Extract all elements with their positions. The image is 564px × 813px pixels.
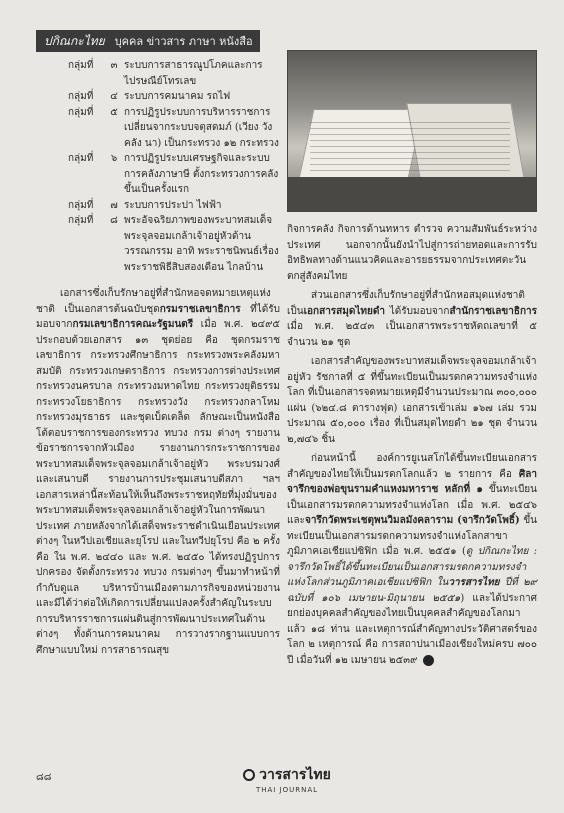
logo-subtitle: THAI JOURNAL [255, 786, 319, 794]
list-item [68, 105, 280, 152]
text-run: เมื่อ พ.ศ. ๒๕๔๓ เป็นเอกสารพระราชหัตถเลขาที่ ๕ จำนวน ๒๑ ชุด [287, 321, 537, 348]
paragraph [36, 286, 280, 658]
page-number: ๘๘ [36, 772, 52, 783]
text-run-bold: กรมราชเลขาธิการ [159, 303, 241, 315]
text-run: ได้รับมอบจาก [384, 305, 450, 317]
text-run-bold: สำนักราชเลขาธิการ [449, 305, 537, 317]
text-run-bold: เอกสารสมุดไทยดำ [303, 305, 385, 317]
group-text: ระบบการสาธารณูปโภคและการไปรษณีย์โทรเลข [124, 60, 263, 87]
group-number: ๔ [110, 91, 118, 102]
group-label: กลุ่มที่ [68, 106, 94, 118]
paragraph: กิจการคลัง กิจการด้านทหาร ตำรวจ ความสัมพันธ์ระหว่างประเทศ นอกจากนั้นยังนำไปสู่การถ่ายทอดและการรับอิทธิพลทางด้านแนวคิดและอารยธรรมจากประเทศตะวันตกสู่สังคมไทย [287, 224, 537, 282]
left-column-body [36, 286, 280, 662]
logo-mark-icon [243, 769, 255, 781]
text-run: ส่วนเอกสารซึ่งเก็บรักษาอยู่ที่สำนักหอสมุดแห่งชาติ เป็น [287, 290, 525, 317]
group-label: กลุ่มที่ [68, 199, 94, 211]
text-run-bold: จารึกวัดพระเชตุพนวิมลมังคลาราม (จารึกวัดโพธิ์) [304, 515, 520, 526]
table-edge [288, 177, 536, 211]
text-run: ขึ้นทะเบียนเป็นเอกสารมรดกความทรงจำแห่งโลก เมื่อ พ.ศ. ๒๕๔๖ และ [287, 484, 537, 526]
paragraph: เอกสารสำคัญของพระบาทสมเด็จพระจุลจอมเกล้าเจ้าอยู่หัว รัชกาลที่ ๕ ที่ขึ้นทะเบียนเป็นมรดกความทรงจำแห่งโลก ที่เป็นเอกสารจดหมายเหตุมีจำนวนประมาณ ๓๐๐,๐๐๐ แผ่น (๖๒๔.๘ ตารางฟุต) เอกสารเข้าเล่ม ๑๖๗ เล่ม รวมประมาณ ๕๐,๐๐๐ เรื่อง ที่เป็นสมุดไทยดำ ๒๑ ชุด จำนวน ๒,๗๔๖ ชิ้น [287, 356, 537, 445]
text-run-bold: กรมเลขาธิการคณะรัฐมนตรี [72, 319, 194, 330]
group-label: กลุ่มที่ [68, 153, 94, 164]
list-item [68, 151, 280, 198]
text-run: ที่ได้รับมอบจาก [36, 303, 280, 330]
archive-book-photo [287, 50, 537, 212]
group-text: ระบบการประปา ไฟฟ้า [124, 199, 222, 211]
group-text: การปฏิรูประบบเศรษฐกิจและระบบการคลังภาษาษี ตั้งกระทรวงการคลังขึ้นเป็นครั้งแรก [124, 153, 279, 195]
list-item [68, 213, 280, 275]
text-run: ขึ้นทะเบียนเป็นเอกสารมรดกความทรงจำแห่งโลกสาขาภูมิภาคเอเชียแปซิฟิก เมื่อ พ.ศ. ๒๕๕๑ ( [287, 515, 537, 557]
group-number: ๗ [110, 199, 118, 211]
group-text: ระบบการคมนาคม รถไฟ [124, 91, 231, 102]
logo-text: วารสารไทย [259, 767, 331, 783]
text-run: ก่อนหน้านี้ องค์การยูเนสโกได้ขึ้นทะเบียนเอกสารสำคัญของไทยให้เป็นมรดกโลกแล้ว ๒ รายการ คือ [287, 453, 537, 480]
list-item [68, 198, 280, 214]
book-text-lines [310, 117, 510, 173]
section-categories: บุคคล ข่าวสาร ภาษา หนังสือ [114, 35, 253, 48]
text-run-bold-italic: วารสารไทย [448, 577, 500, 588]
group-label: กลุ่มที่ [68, 215, 94, 226]
journal-logo [232, 764, 342, 794]
list-item [68, 89, 280, 105]
text-run-bold: ศิลาจารึกของพ่อขุนรามคำแหงมหาราช หลักที่ ๑ [287, 468, 537, 495]
group-number: ๘ [110, 215, 118, 226]
text-run-italic: ดู ปกิณกะไทย : จารึกวัดโพธิ์ได้ขึ้นทะเบียนเป็นเอกสารมรดกความทรงจำแห่งโลกส่วนภูมิภาคเอเชียแปซิฟิก ใน [287, 546, 537, 588]
right-column-body [287, 222, 537, 672]
group-label: กลุ่มที่ [68, 60, 94, 71]
end-of-article-icon [423, 655, 434, 666]
group-label: กลุ่มที่ [68, 91, 94, 102]
group-text: พระอัจฉริยภาพของพระบาทสมเด็จพระจุลจอมเกล้าเจ้าอยู่หัวด้านวรรณกรรม อาทิ พระราชนิพนธ์เรื่องพระราชพิธีสิบสองเดือน ไกลบ้าน [124, 215, 279, 273]
group-list [68, 58, 280, 275]
group-text: การปฏิรูประบบการบริหารราชการ เปลี่ยนจากระบบจตุสดมภ์ (เวียง วัง คลัง นา) เป็นกระทรวง ๑๒ กระทรวง [124, 106, 279, 149]
group-number: ๖ [110, 153, 118, 164]
logo-main [232, 764, 342, 786]
paragraph [287, 451, 537, 668]
text-run-italic: ปีที่ ๒๙ ฉบับที่ ๑๐๖ เมษายน-มิถุนายน ๒๕๕๑ [287, 577, 537, 604]
text-run: เอกสารซึ่งเก็บรักษาอยู่ที่สำนักหอจดหมายเหตุแห่งชาติ เป็นเอกสารต้นฉบับชุด [36, 288, 271, 315]
paragraph [287, 288, 537, 350]
text-run: ) และได้ประกาศยกย่องบุคคลสำคัญของไทยเป็นบุคคลสำคัญของโลกมาแล้ว ๑๘ ท่าน และเหตุการณ์สำคัญทางประวัติศาสตร์ของโลก ๒ เหตุการณ์ คือ การสถาปนาเมืองเชียงใหม่ครบ ๗๐๐ ปี เมื่อวันที่ ๑๒ เมษายน ๒๕๓๙ [287, 592, 537, 666]
text-run: เมื่อ พ.ศ. ๒๔๙๕ ประกอบด้วยเอกสาร ๑๓ ชุดย่อย คือ ชุดกรมราชเลขาธิการ กระทรวงศึกษาธิการ กระทรวงพระคลังมหาสมบัติ กระทรวงเกษตราธิการ กระทรวงการต่างประเทศ กระทรวงนครบาล กระทรวงมหาดไทย กระทรวงยุติธรรม กระทรวงโยธาธิการ กระทรวงวัง กระทรวงกลาโหม กระทรวงมุรธาธร และชุดเบ็ดเตล็ด ลักษณะเป็นหนังสือโต้ตอบราชการของกระทรวง ทบวง กรม ต่างๆ รายงานข้อราชการจากหัวเมือง รายงานการกระราชการของพระบาทสมเด็จพระจุลจอมเกล้าเจ้าอยู่หัว พระบรมวงศ์ และเสนาบดี รายงานการประชุมเสนาบดีสภา ฯลฯ เอกสารเหล่านี้สะท้อนให้เห็นถึงพระราชหฤทัยที่มุ่งมั่นของพระบาทสมเด็จพระจุลจอมเกล้าเจ้าอยู่หัวในการพัฒนาประเทศ ภายหลังจากได้เสด็จพระราชดำเนินเยือนประเทศต่างๆ ในหวีปเอเชียและยุโรป และในทวีปยุโรป คือ ๒ ครั้ง คือ ใน พ.ศ. ๒๔๔๐ และ พ.ศ. ๒๔๕๐ ได้ทรงปฏิรูปการปกครอง จัดตั้งกระทรวง ทบวง กรมต่างๆ ขึ้นมาทำหน้าที่กำกับดูแล บริหารบ้านเมืองตามภารกิจของหน่วยงาน และมีได้ว่าต่อให้เกิดการเปลี่ยนแปลงครั้งสำคัญในระบบการบริหารราชการแผ่นดินสู่การพัฒนาประเทศในด้านต่างๆ ทั้งด้านการคมนาคม การวางรากฐานแบบการศึกษาแบบใหม่ การสาธารณสุข [36, 319, 280, 656]
section-header [36, 30, 260, 52]
section-brand: ปกิณกะไทย [44, 33, 105, 48]
group-number: ๓ [110, 60, 118, 71]
group-number: ๕ [110, 106, 118, 118]
list-item [68, 58, 280, 89]
